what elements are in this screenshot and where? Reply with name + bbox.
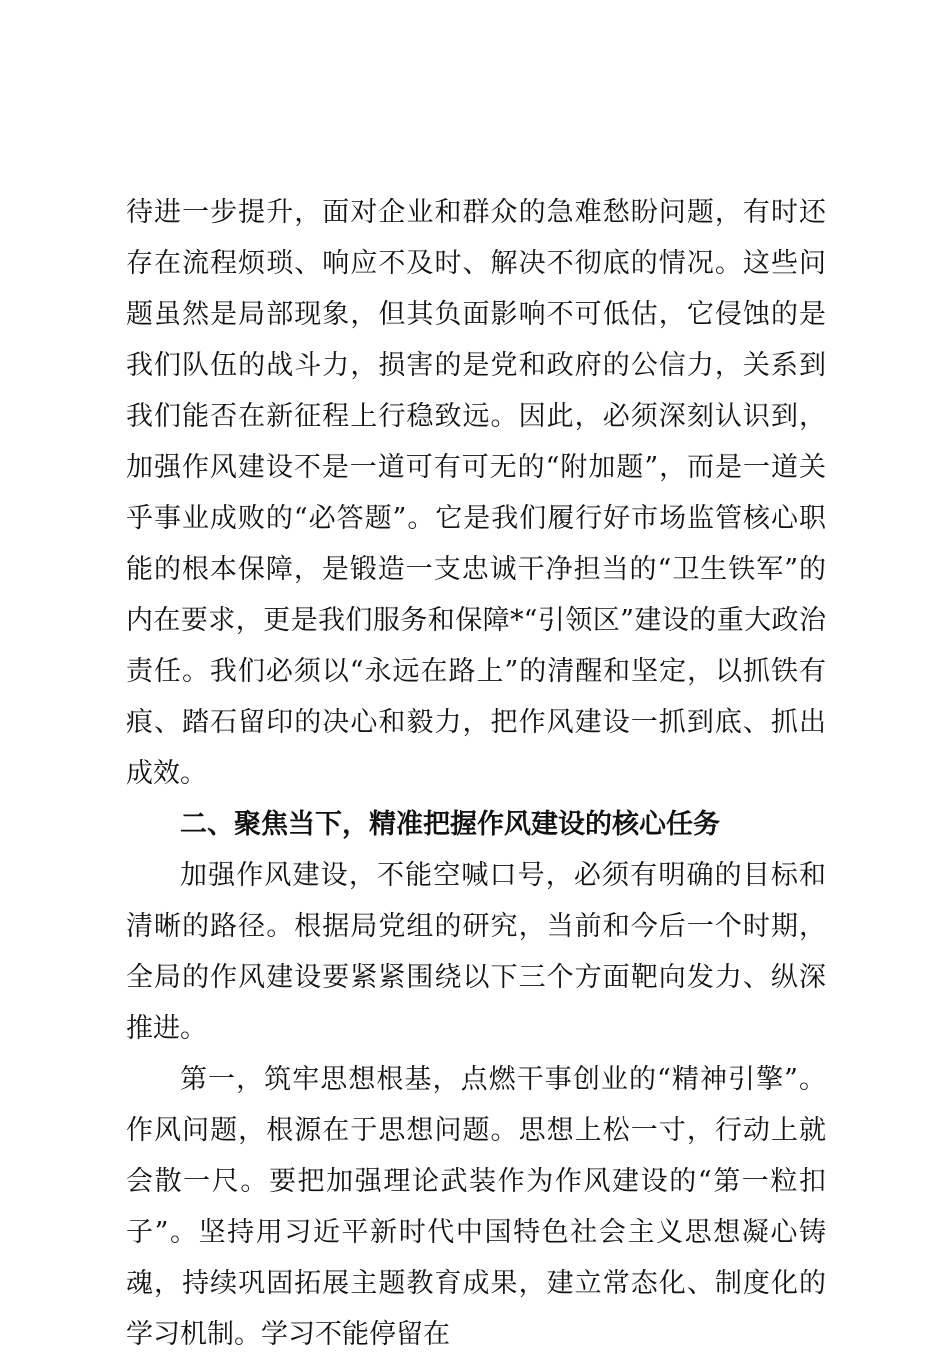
- section-heading: 二、聚焦当下，精准把握作风建设的核心任务: [180, 809, 720, 840]
- paragraph-intro: 加强作风建设，不能空喊口号，必须有明确的目标和清晰的路径。根据局党组的研究，当前和今后一个时期，全局的作风建设要紧紧围绕以下三个方面靶向发力、纵深推进。: [126, 860, 826, 1044]
- paragraph-continuation: 待进一步提升，面对企业和群众的急难愁盼问题，有时还存在流程烦琐、响应不及时、解决不彻底的情况。这些问题虽然是局部现象，但其负面影响不可低估，它侵蚀的是我们队伍的战斗力，损害的是党和政府的公信力，关系到我们能否在新征程上行稳致远。因此，必须深刻认识到，加强作风建设不是一道可有可无的“附加题”，而是一道关乎事业成败的“必答题”。它是我们履行好市场监管核心职能的根本保障，是锻造一支忠诚干净担当的“卫生铁军”的内在要求，更是我们服务和保障*“引领区”建设的重大政治责任。我们必须以“永远在路上”的清醒和坚定，以抓铁有痕、踏石留印的决心和毅力，把作风建设一抓到底、抓出成效。: [126, 197, 826, 789]
- document-body: [126, 187, 826, 1360]
- paragraph-first-point: 第一，筑牢思想根基，点燃干事创业的“精神引擎”。作风问题，根源在于思想问题。思想上松一寸，行动上就会散一尺。要把加强理论武装作为作风建设的“第一粒扣子”。坚持用习近平新时代中国特色社会主义思想凝心铸魂，持续巩固拓展主题教育成果，建立常态化、制度化的学习机制。学习不能停留在: [126, 1064, 826, 1350]
